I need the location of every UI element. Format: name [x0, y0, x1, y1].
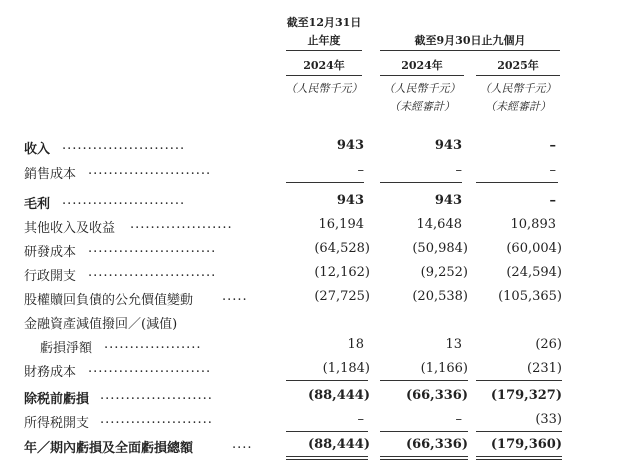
col1-unit: （人民幣千元） — [285, 82, 363, 95]
cell-finance-costs-2024q3: (1,166) — [420, 361, 468, 376]
cell-impairment-net-2024q3: 13 — [445, 337, 462, 352]
total-rule-1 — [286, 431, 368, 432]
cell-fair-value-change-2024q3: (20,538) — [412, 289, 468, 304]
row-dots-gross-profit: ........................ — [62, 193, 186, 208]
row-dots-rd-costs: ......................... — [88, 241, 217, 256]
subtotal-rule-6 — [476, 380, 562, 381]
row-label-finance-costs: 財務成本 — [24, 365, 77, 380]
cell-other-income-2024q3: 14,648 — [416, 217, 462, 232]
cell-loss-before-tax-2024fy: (88,444) — [307, 388, 370, 403]
subtotal-rule-5 — [380, 380, 468, 381]
row-label-income-tax: 所得税開支 — [24, 416, 90, 431]
row-dots-revenue: ........................ — [62, 138, 186, 153]
double-rule-top-3 — [476, 456, 562, 457]
col3-year-rule — [476, 75, 560, 76]
row-label-impairment-heading: 金融資產減值撥回／(減值) — [24, 317, 178, 332]
col2-year-rule — [380, 75, 464, 76]
row-dots-admin-expenses: ......................... — [88, 265, 217, 280]
row-dots-cost-of-sales: ........................ — [88, 163, 212, 178]
row-dots-other-income: .................... — [130, 217, 233, 232]
cell-income-tax-2025q3: (33) — [535, 412, 562, 427]
row-label-revenue: 收入 — [24, 142, 51, 157]
group-header-rule — [380, 50, 560, 51]
col3-unit: （人民幣千元） — [479, 82, 557, 95]
cell-loss-before-tax-2025q3: (179,327) — [490, 388, 562, 403]
cell-revenue-2024q3: 943 — [434, 138, 462, 153]
group-period-label: 截至9月30日止九個月 — [414, 34, 526, 47]
row-label-admin-expenses: 行政開支 — [24, 269, 77, 284]
row-label-fair-value-change: 股權贖回負債的公允價值變動 — [24, 293, 194, 308]
cell-income-tax-2024fy: – — [357, 412, 364, 427]
double-rule-bottom-3 — [476, 459, 562, 460]
col2-year: 2024年 — [401, 59, 443, 72]
col1-year: 2024年 — [303, 59, 345, 72]
col3-year: 2025年 — [497, 59, 539, 72]
subtotal-rule-3 — [476, 182, 558, 183]
cell-other-income-2024fy: 16,194 — [318, 217, 364, 232]
cell-impairment-net-2025q3: (26) — [535, 337, 562, 352]
row-dots-total-loss: .... — [232, 437, 253, 452]
double-rule-bottom-1 — [286, 459, 368, 460]
row-label-gross-profit: 毛利 — [24, 197, 51, 212]
cell-rd-costs-2024fy: (64,528) — [314, 241, 370, 256]
row-dots-income-tax: ...................... — [100, 412, 213, 427]
col1-period-line2: 止年度 — [307, 34, 341, 47]
subtotal-rule-4 — [286, 380, 368, 381]
col2-unit: （人民幣千元） — [383, 82, 461, 95]
subtotal-rule-1 — [286, 182, 364, 183]
row-label-cost-of-sales: 銷售成本 — [24, 167, 77, 182]
total-rule-2 — [380, 431, 468, 432]
cell-impairment-net-2024fy: 18 — [347, 337, 364, 352]
cell-finance-costs-2024fy: (1,184) — [322, 361, 370, 376]
total-rule-3 — [476, 431, 562, 432]
double-rule-top-2 — [380, 456, 468, 457]
col1-period-line1: 截至12月31日 — [286, 16, 362, 29]
cell-fair-value-change-2024fy: (27,725) — [314, 289, 370, 304]
cell-cost-of-sales-2024fy: – — [357, 163, 364, 178]
col2-note: （未經審計） — [389, 100, 455, 113]
cell-revenue-2024fy: 943 — [336, 138, 364, 153]
cell-total-loss-2024q3: (66,336) — [405, 437, 468, 452]
cell-gross-profit-2025q3: – — [549, 193, 556, 208]
cell-rd-costs-2025q3: (60,004) — [506, 241, 562, 256]
row-label-loss-before-tax: 除税前虧損 — [24, 392, 90, 407]
cell-revenue-2025q3: – — [549, 138, 556, 153]
subtotal-rule-2 — [380, 182, 462, 183]
cell-gross-profit-2024q3: 943 — [434, 193, 462, 208]
col1-header-rule — [286, 50, 362, 51]
cell-admin-expenses-2025q3: (24,594) — [506, 265, 562, 280]
double-rule-bottom-2 — [380, 459, 468, 460]
cell-admin-expenses-2024fy: (12,162) — [314, 265, 370, 280]
row-dots-finance-costs: ........................ — [88, 361, 212, 376]
row-dots-loss-before-tax: ...................... — [100, 388, 213, 403]
cell-other-income-2025q3: 10,893 — [510, 217, 556, 232]
cell-admin-expenses-2024q3: (9,252) — [420, 265, 468, 280]
cell-rd-costs-2024q3: (50,984) — [412, 241, 468, 256]
row-label-total-loss: 年／期內虧損及全面虧損總額 — [24, 441, 194, 456]
col1-year-rule — [286, 75, 362, 76]
cell-fair-value-change-2025q3: (105,365) — [498, 289, 562, 304]
col3-note: （未經審計） — [485, 100, 551, 113]
cell-finance-costs-2025q3: (231) — [527, 361, 562, 376]
cell-income-tax-2024q3: – — [455, 412, 462, 427]
cell-cost-of-sales-2025q3: – — [549, 163, 556, 178]
cell-total-loss-2025q3: (179,360) — [490, 437, 562, 452]
cell-loss-before-tax-2024q3: (66,336) — [405, 388, 468, 403]
double-rule-top-1 — [286, 456, 368, 457]
row-label-other-income: 其他收入及收益 — [24, 221, 116, 236]
row-dots-fair-value-change: ..... — [222, 289, 248, 304]
row-label-rd-costs: 研發成本 — [24, 245, 77, 260]
cell-cost-of-sales-2024q3: – — [455, 163, 462, 178]
cell-total-loss-2024fy: (88,444) — [307, 437, 370, 452]
cell-gross-profit-2024fy: 943 — [336, 193, 364, 208]
row-dots-impairment-net: ................... — [104, 337, 202, 352]
row-label-impairment-net: 虧損淨額 — [40, 341, 93, 356]
